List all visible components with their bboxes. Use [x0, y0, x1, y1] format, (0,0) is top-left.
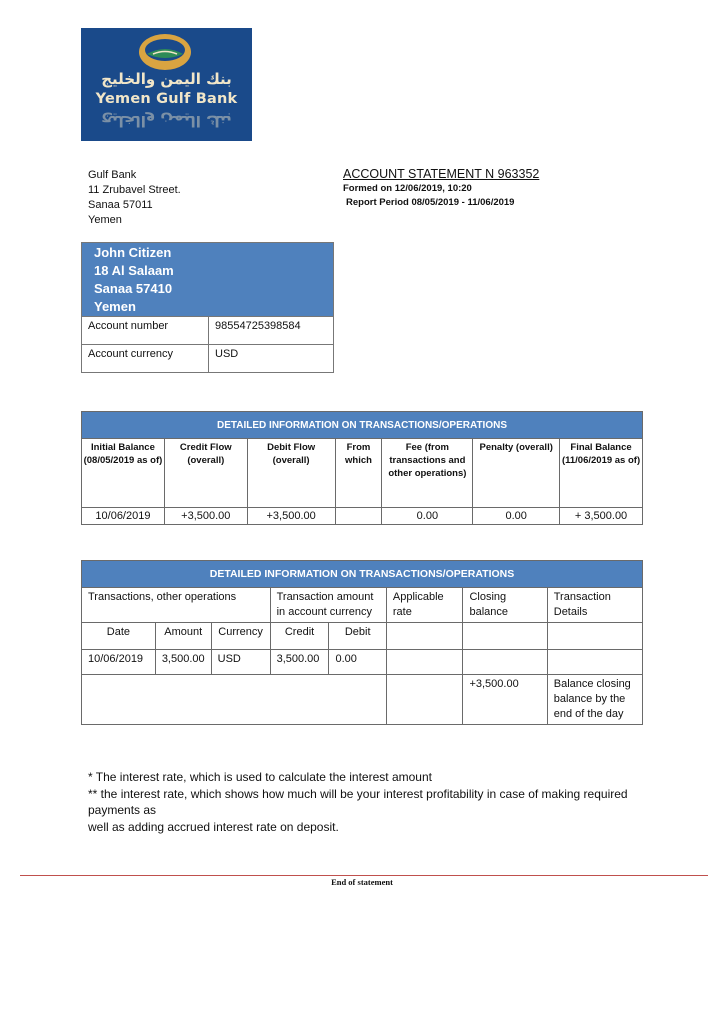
- closing-details-cell: Balance closing balance by the end of the day: [547, 675, 642, 725]
- summary-table-title: DETAILED INFORMATION ON TRANSACTIONS/OPERATIONS: [82, 412, 643, 439]
- sub-header: Date: [82, 623, 156, 650]
- footnote: well as adding accrued interest rate on deposit.: [88, 819, 339, 834]
- group-header: Closing balance: [463, 588, 547, 623]
- table-cell: 0.00: [329, 650, 386, 675]
- group-header: Applicable rate: [386, 588, 463, 623]
- account-number-row: [82, 316, 333, 344]
- bank-address-line: Gulf Bank: [88, 169, 137, 181]
- table-cell: [386, 650, 463, 675]
- column-header: From which: [335, 439, 382, 508]
- client-name: John Citizen: [94, 245, 172, 260]
- report-period: Report Period 08/05/2019 - 11/06/2019: [346, 197, 515, 208]
- account-number-label: Account number: [82, 317, 209, 344]
- sub-header: Debit: [329, 623, 386, 650]
- detail-table-title: DETAILED INFORMATION ON TRANSACTIONS/OPERATIONS: [82, 561, 643, 588]
- table-cell: 3,500.00: [270, 650, 329, 675]
- client-address-block: [82, 243, 333, 316]
- column-header: Credit Flow (overall): [164, 439, 247, 508]
- handshake-emblem-icon: [133, 32, 197, 72]
- table-cell: 0.00: [473, 508, 560, 525]
- table-cell: 10/06/2019: [82, 508, 165, 525]
- table-cell: 0.00: [382, 508, 473, 525]
- bank-address-line: Yemen: [88, 214, 122, 226]
- end-of-statement: End of statement: [331, 877, 393, 887]
- bank-address: [88, 168, 181, 228]
- table-cell: +3,500.00: [247, 508, 335, 525]
- table-cell: + 3,500.00: [560, 508, 643, 525]
- footer-rule: [20, 875, 708, 876]
- table-cell: [547, 650, 642, 675]
- table-row: [82, 508, 643, 525]
- table-cell: +3,500.00: [164, 508, 247, 525]
- client-country: Yemen: [94, 299, 136, 314]
- bank-address-line: 11 Zrubavel Street.: [88, 184, 181, 196]
- table-cell: [386, 675, 463, 725]
- group-header: Transaction amount in account currency: [270, 588, 386, 623]
- footnote: ** the interest rate, which shows how much will be your interest profitability in case of making required payments as: [88, 786, 628, 817]
- group-header: Transaction Details: [547, 588, 642, 623]
- column-header: Penalty (overall): [473, 439, 560, 508]
- client-info-box: [81, 242, 334, 373]
- account-currency-value: USD: [215, 348, 239, 360]
- logo-arabic-name: بنك اليمن والخليج: [101, 70, 232, 88]
- client-city: Sanaa 57410: [94, 281, 173, 296]
- bank-address-line: Sanaa 57011: [88, 199, 153, 211]
- column-header: Final Balance (11/06/2019 as of): [560, 439, 643, 508]
- detail-table: [81, 560, 643, 725]
- table-row: [82, 675, 643, 725]
- group-header: Transactions, other operations: [82, 588, 271, 623]
- sub-header: Currency: [211, 623, 270, 650]
- footnote: * The interest rate, which is used to calculate the interest amount: [88, 770, 432, 784]
- table-cell: 10/06/2019: [82, 650, 156, 675]
- sub-header: Amount: [155, 623, 211, 650]
- formed-on: Formed on 12/06/2019, 10:20: [343, 183, 472, 194]
- statement-header: [343, 167, 539, 210]
- table-cell: [82, 675, 387, 725]
- logo-english-name: Yemen Gulf Bank: [95, 91, 238, 107]
- footnotes: [88, 769, 628, 835]
- table-cell: [463, 623, 547, 650]
- column-header: Debit Flow (overall): [247, 439, 335, 508]
- account-currency-label: Account currency: [82, 345, 209, 372]
- statement-title: ACCOUNT STATEMENT N 963352: [343, 167, 540, 181]
- bank-logo: [81, 28, 252, 141]
- table-cell: USD: [211, 650, 270, 675]
- table-cell: [335, 508, 382, 525]
- table-cell: [386, 623, 463, 650]
- client-street: 18 Al Salaam: [94, 263, 174, 278]
- table-row: [82, 650, 643, 675]
- logo-reflection: بنك اليمن والخليج: [101, 112, 232, 130]
- account-currency-row: [82, 344, 333, 372]
- column-header: Fee (from transactions and other operations): [382, 439, 473, 508]
- table-cell: [463, 650, 547, 675]
- summary-table: [81, 411, 643, 525]
- table-cell: 3,500.00: [155, 650, 211, 675]
- table-cell: [547, 623, 642, 650]
- account-number-value: 98554725398584: [215, 320, 301, 332]
- sub-header: Credit: [270, 623, 329, 650]
- closing-balance-cell: +3,500.00: [463, 675, 547, 725]
- column-header: Initial Balance (08/05/2019 as of): [82, 439, 165, 508]
